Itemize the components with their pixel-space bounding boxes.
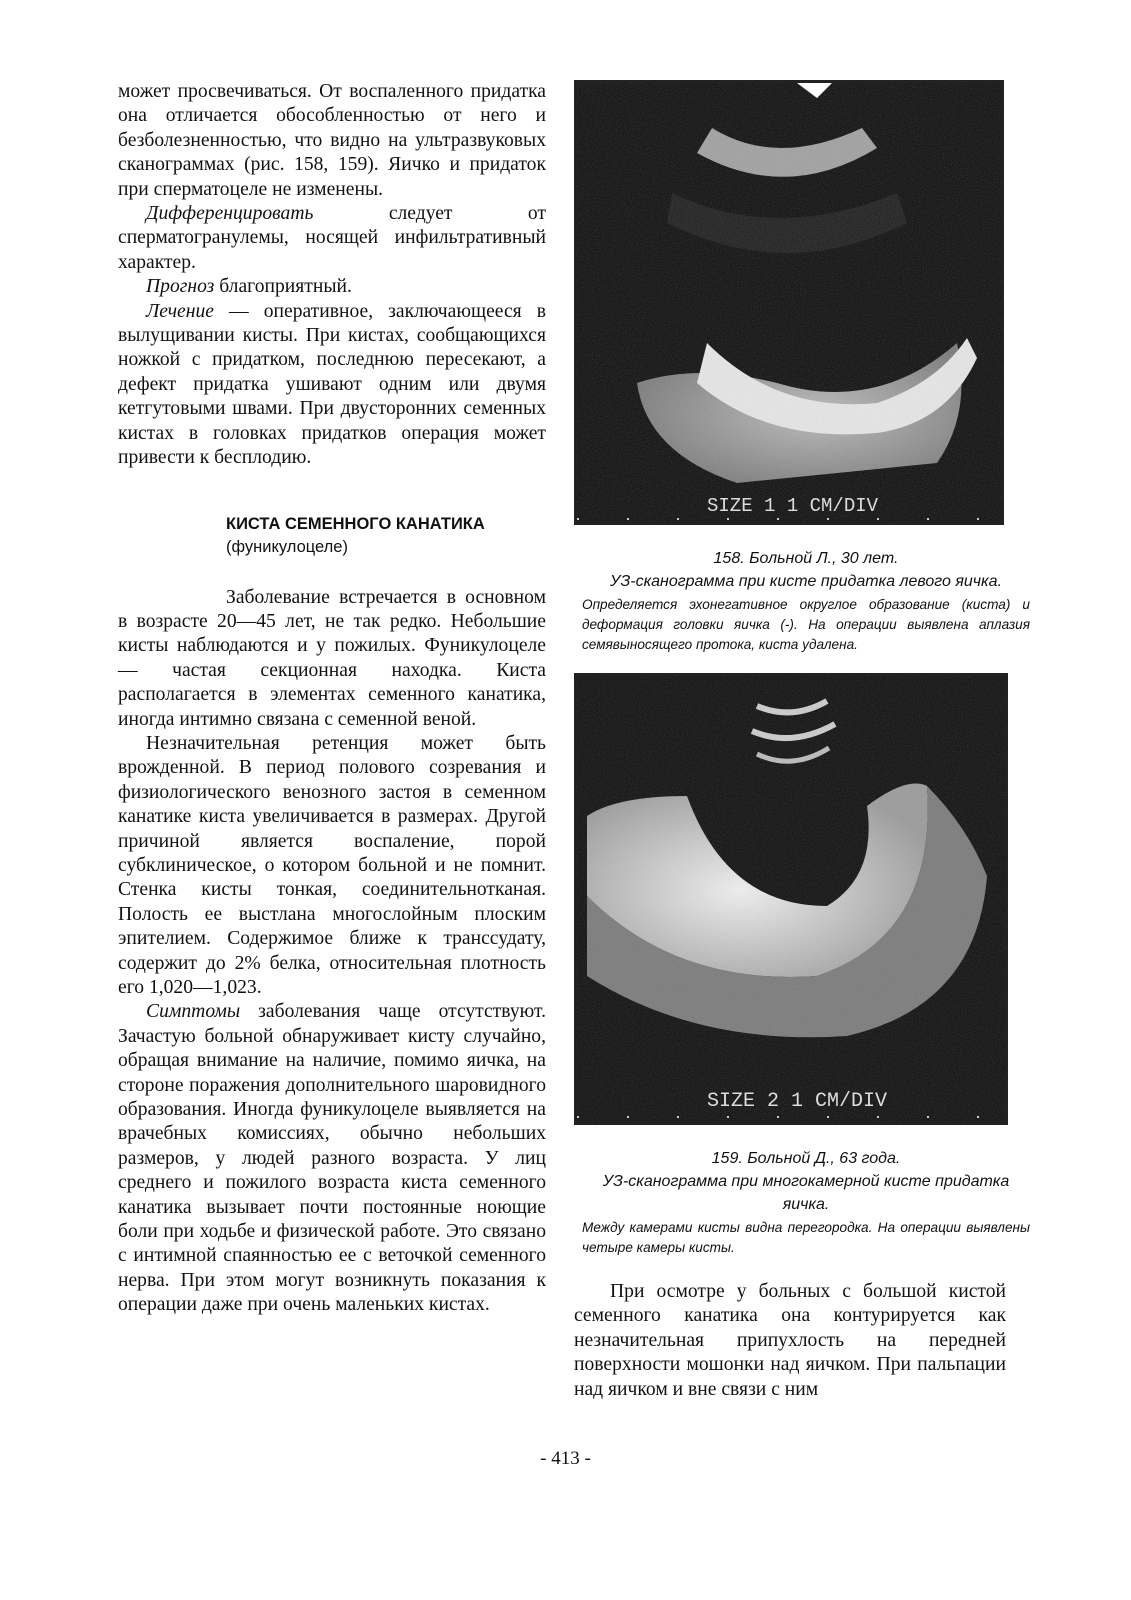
page-number: - 413 - — [540, 1448, 591, 1469]
paragraph-spermatocele-end: может просвечиваться. От воспаленного придатка она отличается обособленностью от него и безболезненностью, что видно на ультразвуковых сканограммах (рис. 158, 159). Яичко и придаток при сперматоцеле не изменены. — [118, 81, 546, 200]
right-column — [574, 80, 1030, 1402]
paragraph-examination: При осмотре у больных с большой кистой семенного канатика она контурируется как незначительная припухлость на передней поверхности мошонки над яичком. При пальпации над яичком и вне связи с ним — [574, 1281, 1006, 1400]
overlay-text-159: SIZE 2 1 CM/DIV — [707, 1090, 888, 1113]
ultrasound-image-158 — [574, 80, 1004, 525]
text-prognosis: благоприятный. — [214, 276, 352, 298]
section-heading: КИСТА СЕМЕННОГО КАНАТИКА — [226, 514, 485, 533]
term-treatment: Лечение — [146, 300, 214, 322]
text-differential: следует от сперматогранулемы, носящей инфильтративный характер. — [118, 203, 546, 273]
paragraph-symptoms — [118, 1000, 546, 1317]
text-treatment: — оперативное, заключающееся в вылущивании кисты. При кистах, сообщающихся ножкой с придатком, последнюю пересекают, а дефект придатка ушивают одним или двумя кетгутовыми швами. При двусторонних семенных кистах в головках придатков операция может привести к бесплодию. — [118, 300, 546, 469]
figure-159-note: Между камерами кисты видна перегородка. На операции выявлены четыре камеры кисты. — [582, 1220, 1030, 1255]
paragraph-treatment — [118, 300, 546, 471]
text-symptoms: заболевания чаще отсутствуют. Зачастую больной обнаруживает кисту случайно, обращая внимание на наличие, помимо яичка, на стороне поражения дополнительного шаровидного образования. Иногда фуникулоцеле выявляется на врачебных комиссиях, обычно небольших размеров, у людей разного возраста. У лиц среднего и пожилого возраста киста семенного канатика вызывает почти постоянные ноющие боли при ходьбе и физической работе. Это связано с интимной спаянностью ее с веточкой семенного нерва. При этом могут возникнуть показания к операции даже при очень маленьких кистах. — [118, 1001, 546, 1316]
term-differentiate: Дифференцировать — [146, 203, 314, 225]
figure-158-caption: УЗ-сканограмма при кисте придатка левого яичка. — [610, 573, 1002, 590]
section-subheading: (фуникулоцеле) — [226, 537, 348, 556]
ultrasound-image-159 — [574, 673, 1008, 1125]
paragraph-etiology: Незначительная ретенция может быть врожденной. В период полового созревания и физиологического венозного застоя в семенном канатике киста увеличивается в размерах. Другой причиной является воспаление, порой субклиническое, о котором больной и не помнит. Стенка кисты тонкая, соединительнотканая. Полость ее выстлана многослойным плоским эпителием. Содержимое ближе к транссудату, содержит до 2% белка, относительная плотность его 1,020—1,023. — [118, 732, 546, 998]
figure-158-title: 158. Больной Л., 30 лет. — [713, 550, 899, 567]
paragraph-prognosis — [118, 275, 546, 299]
paragraph-differential — [118, 202, 546, 275]
left-column — [118, 80, 546, 1318]
figure-159-caption: УЗ-сканограмма при многокамерной кисте придатка яичка. — [602, 1173, 1010, 1213]
term-prognosis: Прогноз — [146, 276, 215, 298]
paragraph-occurrence: Заболевание встречается в основном в возрасте 20—45 лет, не так редко. Небольшие кисты наблюдаются и у пожилых. Фуникулоцеле — частая секционная находка. Киста располагается в элементах семенного канатика, иногда интимно связана с семенной веной. — [118, 586, 546, 730]
term-symptoms: Симптомы — [146, 1001, 241, 1023]
figure-159-title: 159. Больной Д., 63 года. — [711, 1150, 901, 1167]
overlay-text-158: SIZE 1 1 CM/DIV — [707, 495, 879, 517]
figure-158-note: Определяется эхонегативное округлое образование (киста) и деформация головки яичка (-). На операции выявлена аплазия семявыносящего протока, киста удалена. — [582, 597, 1030, 652]
